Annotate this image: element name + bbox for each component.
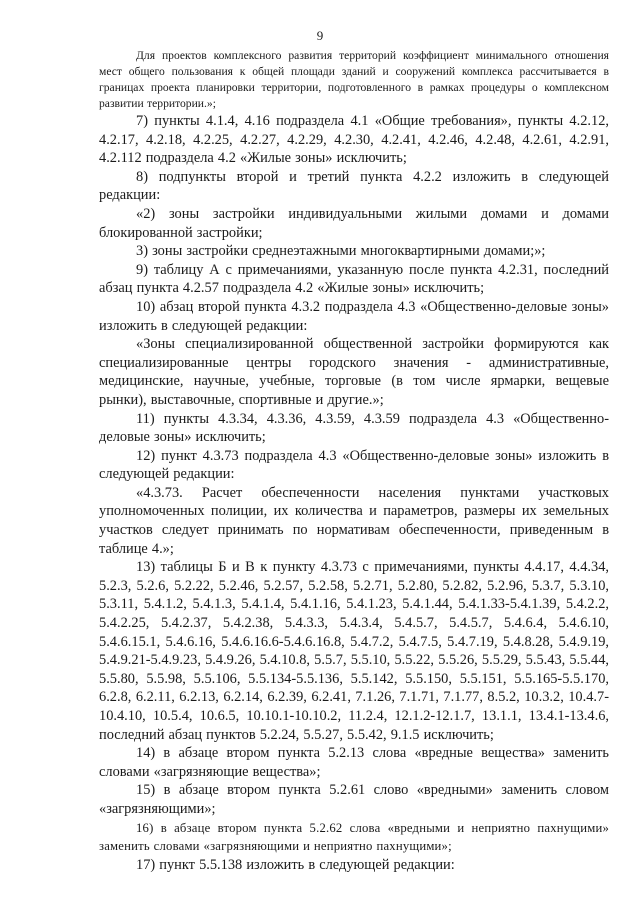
- paragraph-text: 17) пункт 5.5.138 изложить в следующей редакции:: [136, 856, 455, 873]
- paragraph-text: 16) в абзаце втором пункта 5.2.62 слова «вредными и неприятно пахнущими» заменить словами «загрязняющими и неприятно пахнущими»;: [99, 820, 609, 854]
- paragraph-text: «Зоны специализированной общественной застройки формируются как специализированные центры городского значения - административные, медицинские, научные, учебные, торговые (в том числе ярмарки, вещевые рынки), выставочные, спортивные и другие.»;: [99, 336, 609, 408]
- paragraph-text: 11) пункты 4.3.34, 4.3.36, 4.3.59, 4.3.59 подраздела 4.3 «Общественно-деловые зоны» исключить;: [99, 410, 609, 446]
- paragraph-text: Для проектов комплексного развития территорий коэффициент минимального отношения мест общего пользования к общей площади зданий и сооружений комплекса рассчитывается в границах проекта планировки территории, подготовленного в рамках процедуры о комплексном развитии территории.»;: [99, 49, 609, 110]
- paragraph-text: 15) в абзаце втором пункта 5.2.61 слово «вредными» заменить словом «загрязняющими»;: [99, 782, 609, 817]
- paragraph-text: «2) зоны застройки индивидуальными жилыми домами и домами блокированной застройки;: [99, 205, 609, 241]
- page-number: 9: [316, 28, 324, 43]
- paragraph-text: 10) абзац второй пункта 4.3.2 подраздела 4.3 «Общественно-деловые зоны» изложить в следующей редакции:: [99, 298, 609, 334]
- paragraph-text: 3) зоны застройки среднеэтажными многоквартирными домами;»;: [136, 243, 546, 260]
- paragraph-text: 8) подпункты второй и третий пункта 4.2.2 изложить в следующей редакции:: [99, 168, 609, 204]
- paragraph-text: 12) пункт 4.3.73 подраздела 4.3 «Общественно-деловые зоны» изложить в следующей редакции:: [99, 447, 609, 483]
- document-body: [99, 48, 609, 874]
- paragraph-text: 7) пункты 4.1.4, 4.16 подраздела 4.1 «Общие требования», пункты 4.2.12, 4.2.17, 4.2.18, 4.2.25, 4.2.27, 4.2.29, 4.2.30, 4.2.41, 4.2.46, 4.2.48, 4.2.61, 4.2.91, 4.2.112 подраздела 4.2 «Жилые зоны» исключить;: [99, 113, 609, 167]
- paragraph-text: 14) в абзаце втором пункта 5.2.13 слова «вредные вещества» заменить словами «загрязняющие вещества»;: [99, 745, 609, 780]
- paragraph-text: «4.3.73. Расчет обеспеченности населения пунктами участковых уполномоченных полиции, их количества и параметров, размеры их земельных участков следует принимать по нормативам обеспеченности, приведенным в таблице 4.»;: [99, 484, 609, 557]
- paragraph-text: 13) таблицы Б и В к пункту 4.3.73 с примечаниями, пункты 4.4.17, 4.4.34, 5.2.3, 5.2.6, 5.2.22, 5.2.46, 5.2.57, 5.2.58, 5.2.71, 5.2.80, 5.2.82, 5.2.96, 5.3.7, 5.3.10, 5.3.11, 5.4.1.2, 5.4.1.3, 5.4.1.4, 5.4.1.16, 5.4.1.23, 5.4.1.44, 5.4.1.33-5.4.1.39, 5.4.2.2, 5.4.2.25, 5.4.2.37, 5.4.2.38, 5.4.3.3, 5.4.3.4, 5.4.5.7, 5.4.5.7, 5.4.6.4, 5.4.6.10, 5.4.6.15.1, 5.4.6.16, 5.4.6.16.6-5.4.6.16.8, 5.4.7.2, 5.4.7.5, 5.4.7.19, 5.4.8.28, 5.4.9.19, 5.4.9.21-5.4.9.23, 5.4.9.26, 5.4.10.8, 5.5.7, 5.5.10, 5.5.22, 5.5.26, 5.5.29, 5.5.43, 5.5.44, 5.5.80, 5.5.98, 5.5.106, 5.5.134-5.5.136, 5.5.142, 5.5.150, 5.5.151, 5.5.165-5.5.170, 6.2.8, 6.2.11, 6.2.13, 6.2.14, 6.2.39, 6.2.41, 7.1.26, 7.1.71, 7.1.77, 8.5.2, 10.3.2, 10.4.7-10.4.10, 10.5.4, 10.6.5, 10.10.1-10.10.2, 11.2.4, 12.1.2-12.1.7, 13.1.1, 13.4.1-13.4.6, последний абзац пунктов 5.2.24, 5.5.27, 5.5.42, 9.1.5 исключить;: [99, 559, 609, 743]
- paragraph-text: 9) таблицу А с примечаниями, указанную после пункта 4.2.31, последний абзац пункта 4.2.57 подраздела 4.2 «Жилые зоны» исключить;: [99, 261, 609, 297]
